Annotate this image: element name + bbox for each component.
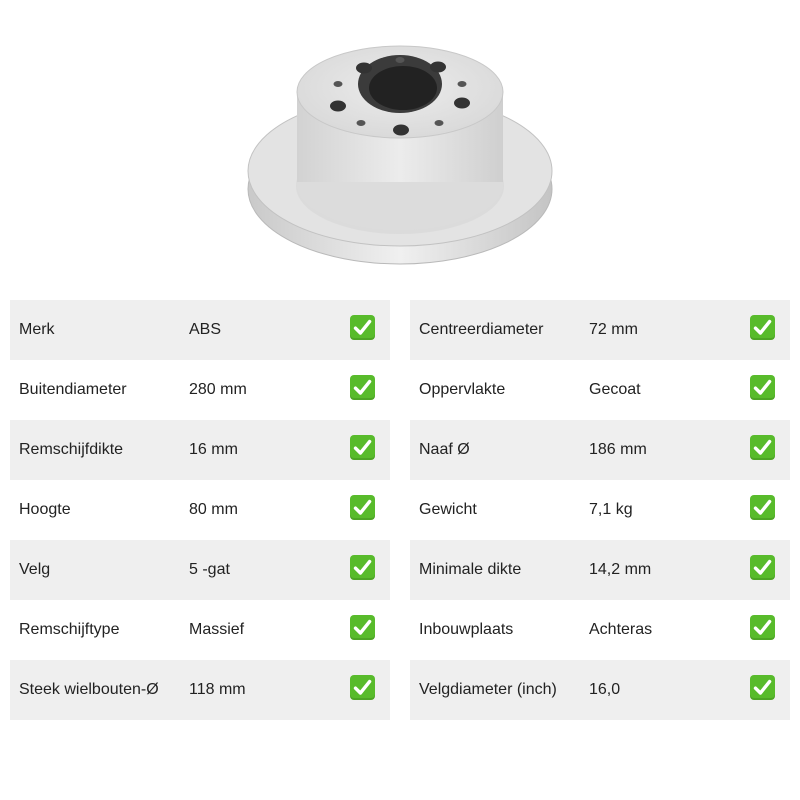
spec-label: Gewicht [419, 501, 477, 518]
spec-row [410, 660, 790, 720]
check-mark-icon [750, 315, 775, 340]
spec-row [10, 360, 390, 420]
spec-value: Achteras [589, 621, 653, 638]
check-mark-icon [350, 375, 375, 400]
spec-label: Minimale dikte [419, 561, 522, 578]
spec-row [410, 360, 790, 420]
spec-label: Inbouwplaats [419, 621, 514, 638]
spec-value: 7,1 kg [589, 501, 633, 518]
check-mark-icon [350, 435, 375, 460]
check-mark-icon [750, 555, 775, 580]
spec-value: 16,0 [589, 681, 621, 698]
spec-value: ABS [189, 321, 222, 338]
spec-row [10, 540, 390, 600]
check-mark-icon [350, 315, 375, 340]
spec-value: 14,2 mm [589, 561, 652, 578]
spec-row [410, 480, 790, 540]
spec-row [10, 480, 390, 540]
spec-label: Merk [19, 321, 55, 338]
spec-row [410, 540, 790, 600]
spec-label: Buitendiameter [19, 381, 127, 398]
check-mark-icon [750, 435, 775, 460]
spec-label: Steek wielbouten-Ø [19, 681, 159, 698]
spec-row [10, 420, 390, 480]
spec-value: 5 -gat [189, 561, 230, 578]
spec-value: Gecoat [589, 381, 641, 398]
spec-table-left [10, 300, 390, 720]
spec-value: 118 mm [189, 681, 246, 698]
check-mark-icon [750, 495, 775, 520]
spec-label: Remschijfdikte [19, 441, 124, 458]
check-mark-icon [750, 375, 775, 400]
check-mark-icon [350, 555, 375, 580]
spec-value: Massief [189, 621, 245, 638]
spec-label: Velgdiameter (inch) [419, 681, 557, 698]
check-mark-icon [750, 675, 775, 700]
spec-table-right [410, 300, 790, 720]
spec-value: 280 mm [189, 381, 247, 398]
check-mark-icon [750, 615, 775, 640]
check-mark-icon [350, 615, 375, 640]
brake-disc-image [240, 36, 560, 268]
spec-label: Oppervlakte [419, 381, 506, 398]
spec-value: 80 mm [189, 501, 238, 518]
spec-value: 72 mm [589, 321, 638, 338]
spec-label: Remschijftype [19, 621, 120, 638]
check-mark-icon [350, 495, 375, 520]
check-mark-icon [350, 675, 375, 700]
spec-label: Naaf Ø [419, 441, 470, 458]
spec-label: Hoogte [19, 501, 71, 518]
spec-row [410, 420, 790, 480]
spec-row [410, 600, 790, 660]
spec-value: 16 mm [189, 441, 238, 458]
spec-value: 186 mm [589, 441, 647, 458]
spec-row [10, 600, 390, 660]
spec-label: Centreerdiameter [419, 321, 544, 338]
spec-row [10, 660, 390, 720]
spec-row [410, 300, 790, 360]
spec-row [10, 300, 390, 360]
spec-label: Velg [19, 561, 51, 578]
